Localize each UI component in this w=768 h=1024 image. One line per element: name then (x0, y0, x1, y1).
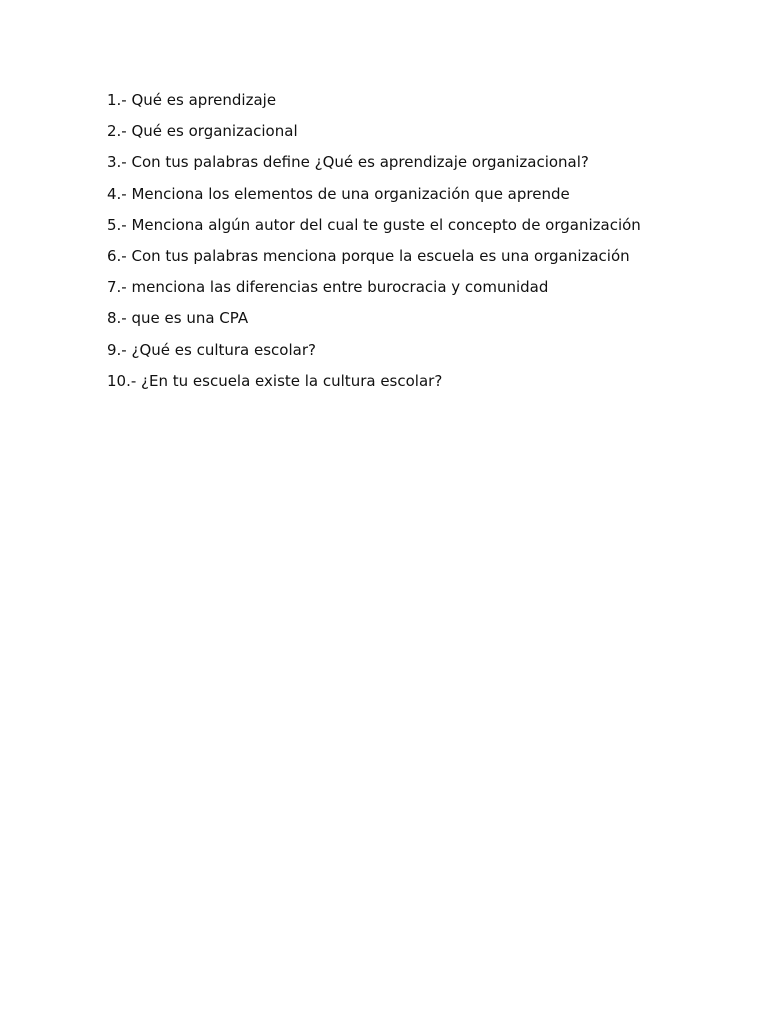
question-item: 9.- ¿Qué es cultura escolar? (107, 340, 316, 359)
question-item: 7.- menciona las diferencias entre burocracia y comunidad (107, 278, 549, 297)
question-item: 3.- Con tus palabras define ¿Qué es aprendizaje organizacional? (107, 153, 589, 172)
question-item: 4.- Menciona los elementos de una organización que aprende (107, 184, 570, 203)
question-item: 10.- ¿En tu escuela existe la cultura escolar? (107, 371, 443, 390)
question-item: 5.- Menciona algún autor del cual te guste el concepto de organización (107, 215, 641, 234)
question-list (107, 90, 641, 402)
question-item: 1.- Qué es aprendizaje (107, 91, 277, 109)
question-item: 8.- que es una CPA (107, 309, 249, 328)
question-item: 6.- Con tus palabras menciona porque la escuela es una organización (107, 246, 630, 265)
question-item: 2.- Qué es organizacional (107, 122, 298, 141)
